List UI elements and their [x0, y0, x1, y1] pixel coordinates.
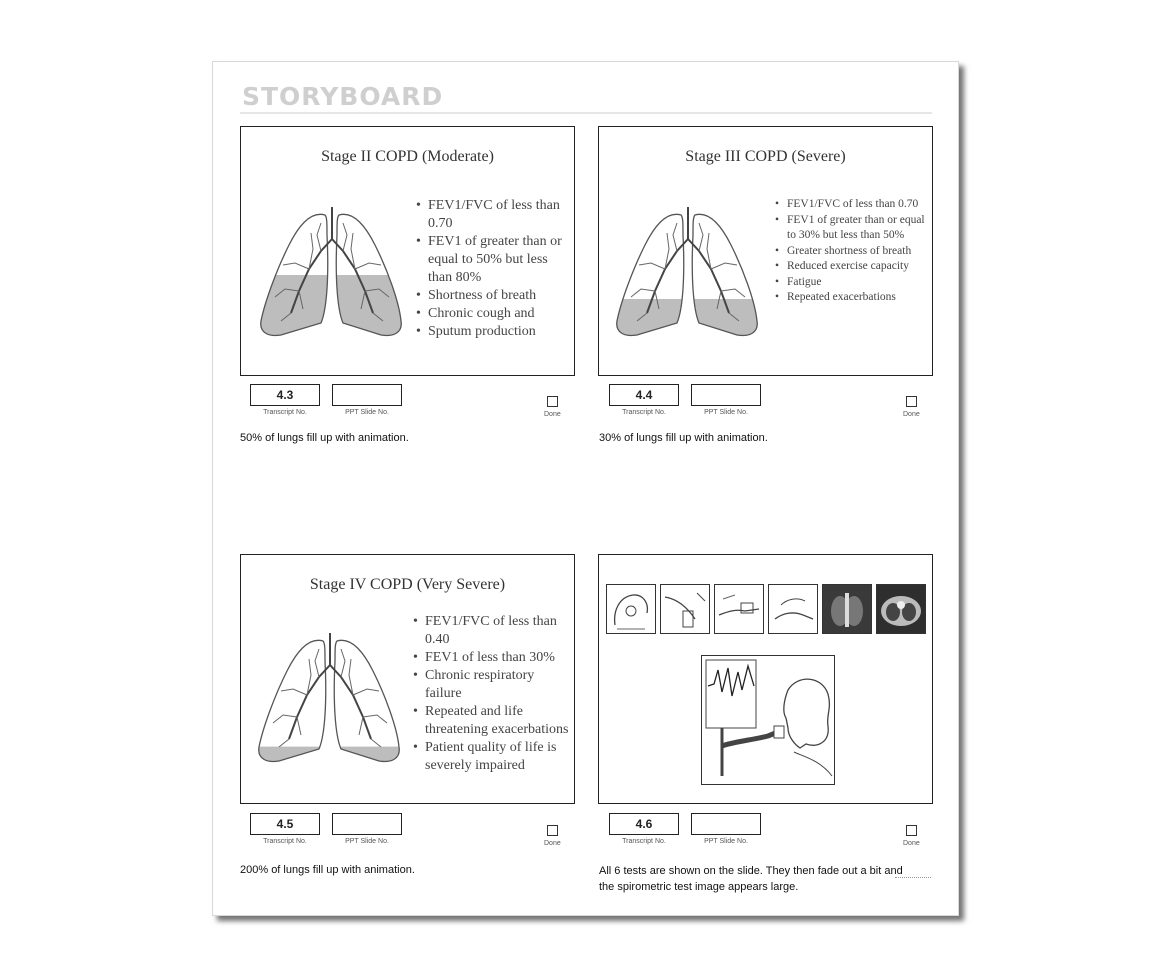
done-checkbox[interactable]: [547, 396, 558, 407]
bullet-item: • Repeated and life threatening exacerbations: [413, 703, 571, 739]
bullet-item: • Repeated exacerbations: [775, 290, 925, 306]
arm-test-icon: [660, 584, 710, 634]
bullet-item: • FEV1/FVC of less than 0.70: [775, 197, 925, 213]
ct-scan-icon: [876, 584, 926, 634]
ppt-slide-label: PPT Slide No.: [704, 409, 748, 416]
slide-frame-tests: [598, 554, 933, 804]
panel-note-line-2: the spirometric test image appears large.: [599, 881, 799, 893]
bullet-item: • Greater shortness of breath: [775, 244, 925, 260]
bullet-list: [413, 613, 571, 775]
slide-frame-stage-4: [240, 554, 575, 804]
ppt-slide-label: PPT Slide No.: [345, 838, 389, 845]
lungs-illustration: [249, 631, 409, 766]
chest-xray-icon: [822, 584, 872, 634]
done-label: Done: [544, 840, 561, 847]
bullet-item: • FEV1/FVC of less than 0.40: [413, 613, 571, 649]
panel-note: 30% of lungs fill up with animation.: [599, 432, 768, 444]
transcript-label: Transcript No.: [622, 409, 666, 416]
spirometry-test-illustration: [701, 655, 835, 785]
ppt-slide-label: PPT Slide No.: [345, 409, 389, 416]
bullet-item: • FEV1 of greater than or equal to 30% but less than 50%: [775, 213, 925, 244]
bullet-list: [416, 197, 566, 341]
bullet-item: • FEV1 of greater than or equal to 50% but less than 80%: [416, 233, 566, 287]
bullet-item: • Fatigue: [775, 275, 925, 291]
ppt-slide-no-field[interactable]: [691, 384, 761, 406]
done-label: Done: [544, 411, 561, 418]
transcript-no-field[interactable]: 4.6: [609, 813, 679, 835]
slide-frame-stage-2: [240, 126, 575, 376]
done-checkbox[interactable]: [906, 396, 917, 407]
transcript-label: Transcript No.: [263, 838, 307, 845]
bullet-item: • Chronic cough and: [416, 305, 566, 323]
finger-clip-test-icon: [714, 584, 764, 634]
lungs-illustration: [607, 205, 767, 340]
transcript-label: Transcript No.: [263, 409, 307, 416]
panel-meta: [250, 813, 575, 853]
bullet-item: • FEV1/FVC of less than 0.70: [416, 197, 566, 233]
lungs-illustration: [251, 205, 411, 340]
mouth-test-icon: [606, 584, 656, 634]
ppt-slide-no-field[interactable]: [332, 813, 402, 835]
transcript-label: Transcript No.: [622, 838, 666, 845]
slide-title: Stage II COPD (Moderate): [321, 148, 494, 165]
slide-title: Stage III COPD (Severe): [685, 148, 846, 165]
done-checkbox[interactable]: [547, 825, 558, 836]
transcript-no-field[interactable]: 4.5: [250, 813, 320, 835]
panel-meta: [609, 384, 934, 424]
transcript-no-field[interactable]: 4.4: [609, 384, 679, 406]
bullet-item: • FEV1 of less than 30%: [413, 649, 571, 667]
bullet-item: • Patient quality of life is severely impaired: [413, 739, 571, 775]
slide-frame-stage-3: [598, 126, 933, 376]
transcript-no-field[interactable]: 4.3: [250, 384, 320, 406]
title-divider: [240, 112, 932, 114]
ppt-slide-label: PPT Slide No.: [704, 838, 748, 845]
lung-fill-left: [607, 299, 687, 340]
bullet-item: • Shortness of breath: [416, 287, 566, 305]
bullet-list: [775, 197, 925, 306]
done-checkbox[interactable]: [906, 825, 917, 836]
panel-meta: [250, 384, 575, 424]
slide-title: Stage IV COPD (Very Severe): [309, 576, 506, 593]
panel-note: 50% of lungs fill up with animation.: [240, 432, 409, 444]
bullet-item: • Chronic respiratory failure: [413, 667, 571, 703]
hand-test-icon: [768, 584, 818, 634]
done-label: Done: [903, 411, 920, 418]
page-title: STORYBOARD: [242, 82, 444, 111]
ppt-slide-no-field[interactable]: [332, 384, 402, 406]
bullet-item: • Sputum production: [416, 323, 566, 341]
done-label: Done: [903, 840, 920, 847]
panel-note-line-1: All 6 tests are shown on the slide. They then fade out a bit and: [599, 865, 903, 877]
bullet-item: • Reduced exercise capacity: [775, 259, 925, 275]
panel-meta: [609, 813, 934, 853]
storyboard-page: [212, 61, 959, 916]
note-dotted-line: [895, 877, 931, 878]
panel-note: 200% of lungs fill up with animation.: [240, 864, 415, 876]
ppt-slide-no-field[interactable]: [691, 813, 761, 835]
